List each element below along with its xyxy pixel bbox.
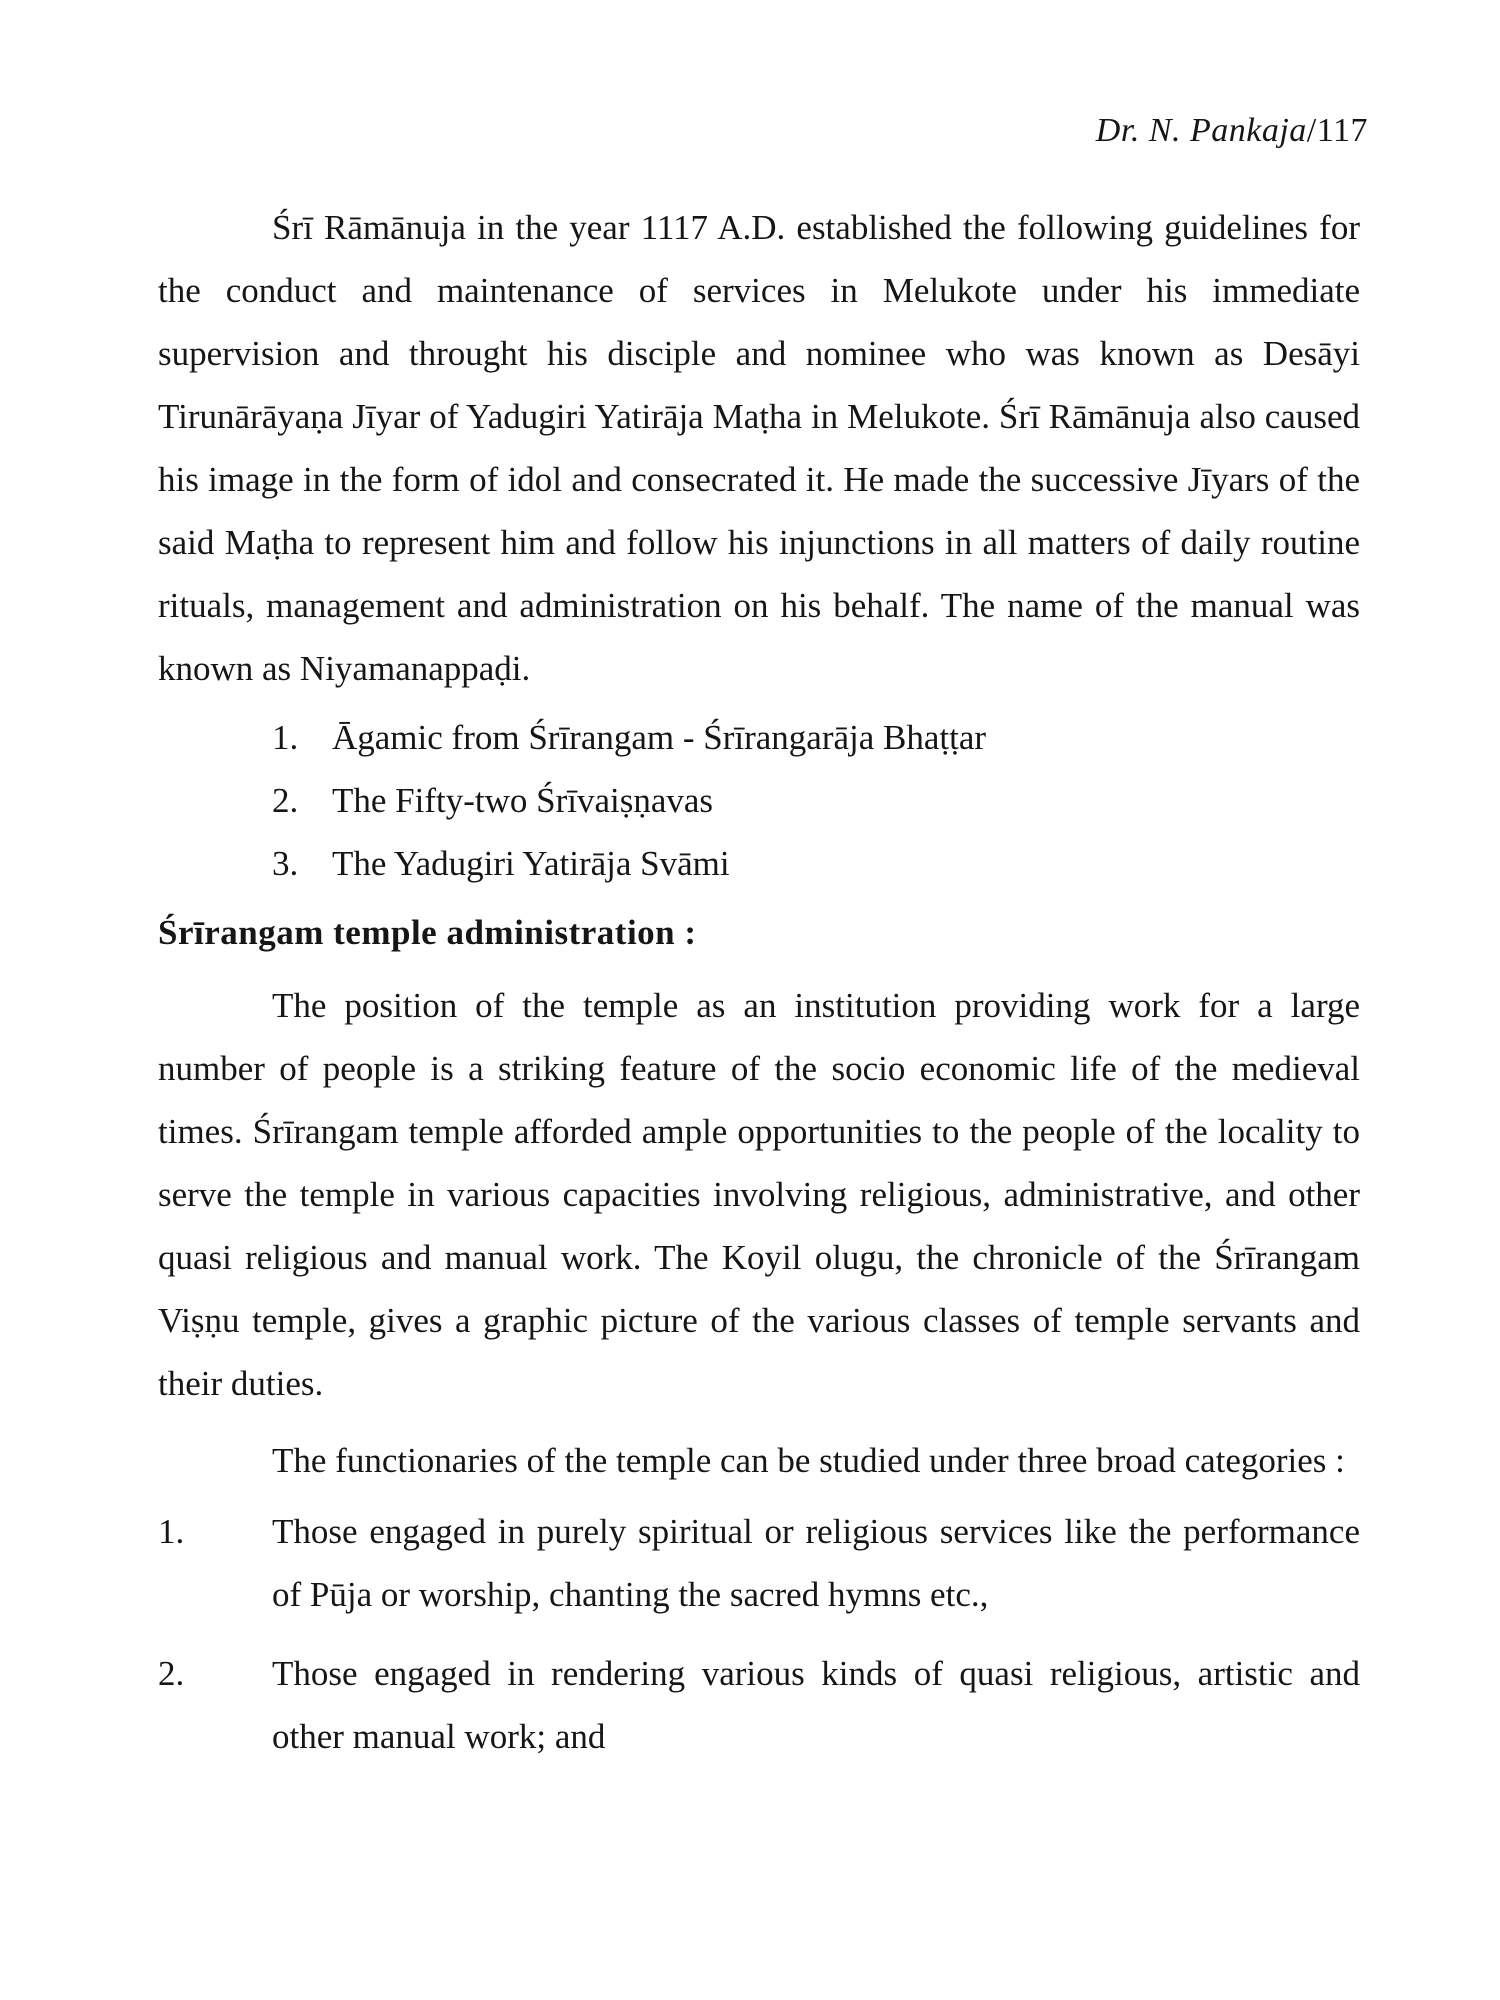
list-item-number: 1. bbox=[272, 718, 299, 757]
list-item bbox=[158, 1500, 1360, 1626]
list-item-text: Those engaged in rendering various kinds of quasi religious, artistic and other manual work; and bbox=[272, 1654, 1360, 1756]
list-item-number: 2. bbox=[272, 781, 299, 820]
list-item-text: The Fifty-two Śrīvaiṣṇavas bbox=[332, 781, 714, 820]
running-head-author: Dr. N. Pankaja bbox=[1095, 112, 1307, 149]
list-item-number: 2. bbox=[158, 1654, 185, 1693]
list-item bbox=[272, 706, 1360, 769]
page-number: 117 bbox=[1316, 112, 1368, 149]
list-item bbox=[158, 1642, 1360, 1768]
list-item-text: Āgamic from Śrīrangam - Śrīrangarāja Bhaṭṭar bbox=[332, 718, 987, 757]
guideline-source-list bbox=[158, 706, 1360, 895]
list-item-number: 3. bbox=[272, 844, 299, 883]
running-head-separator: / bbox=[1306, 112, 1317, 149]
list-item bbox=[272, 769, 1360, 832]
list-item bbox=[272, 832, 1360, 895]
functionary-category-list bbox=[158, 1500, 1360, 1768]
section-heading: Śrīrangam temple administration : bbox=[158, 913, 697, 952]
list-item-number: 1. bbox=[158, 1512, 185, 1551]
paragraph-temple-institution: The position of the temple as an institution providing work for a large number of people is a striking feature of the socio economic life of the medieval times. Śrīrangam temple afforded ample opportunities to the people of the locality to serve the temple in various capacities involving religious, administrative, and other quasi religious and manual work. The Koyil olugu, the chronicle of the Śrīrangam Viṣṇu temple, gives a graphic picture of the various classes of temple servants and their duties. bbox=[158, 986, 1360, 1403]
paragraph-functionaries-intro: The functionaries of the temple can be studied under three broad categories : bbox=[272, 1441, 1345, 1480]
paragraph-ramanuja-guidelines: Śrī Rāmānuja in the year 1117 A.D. established the following guidelines for the conduct and maintenance of services in Melukote under his immediate supervision and throught his disciple and nominee who was known as Desāyi Tirunārāyaṇa Jīyar of Yadugiri Yatirāja Maṭha in Melukote. Śrī Rāmānuja also caused his image in the form of idol and consecrated it. He made the successive Jīyars of the said Maṭha to represent him and follow his injunctions in all matters of daily routine rituals, management and administration on his behalf. The name of the manual was known as Niyamanappaḍi. bbox=[158, 208, 1360, 688]
list-item-text: Those engaged in purely spiritual or religious services like the performance of Pūja or worship, chanting the sacred hymns etc., bbox=[272, 1512, 1360, 1614]
page-body bbox=[158, 196, 1360, 1784]
list-item-text: The Yadugiri Yatirāja Svāmi bbox=[332, 844, 730, 883]
running-head bbox=[1096, 112, 1368, 150]
